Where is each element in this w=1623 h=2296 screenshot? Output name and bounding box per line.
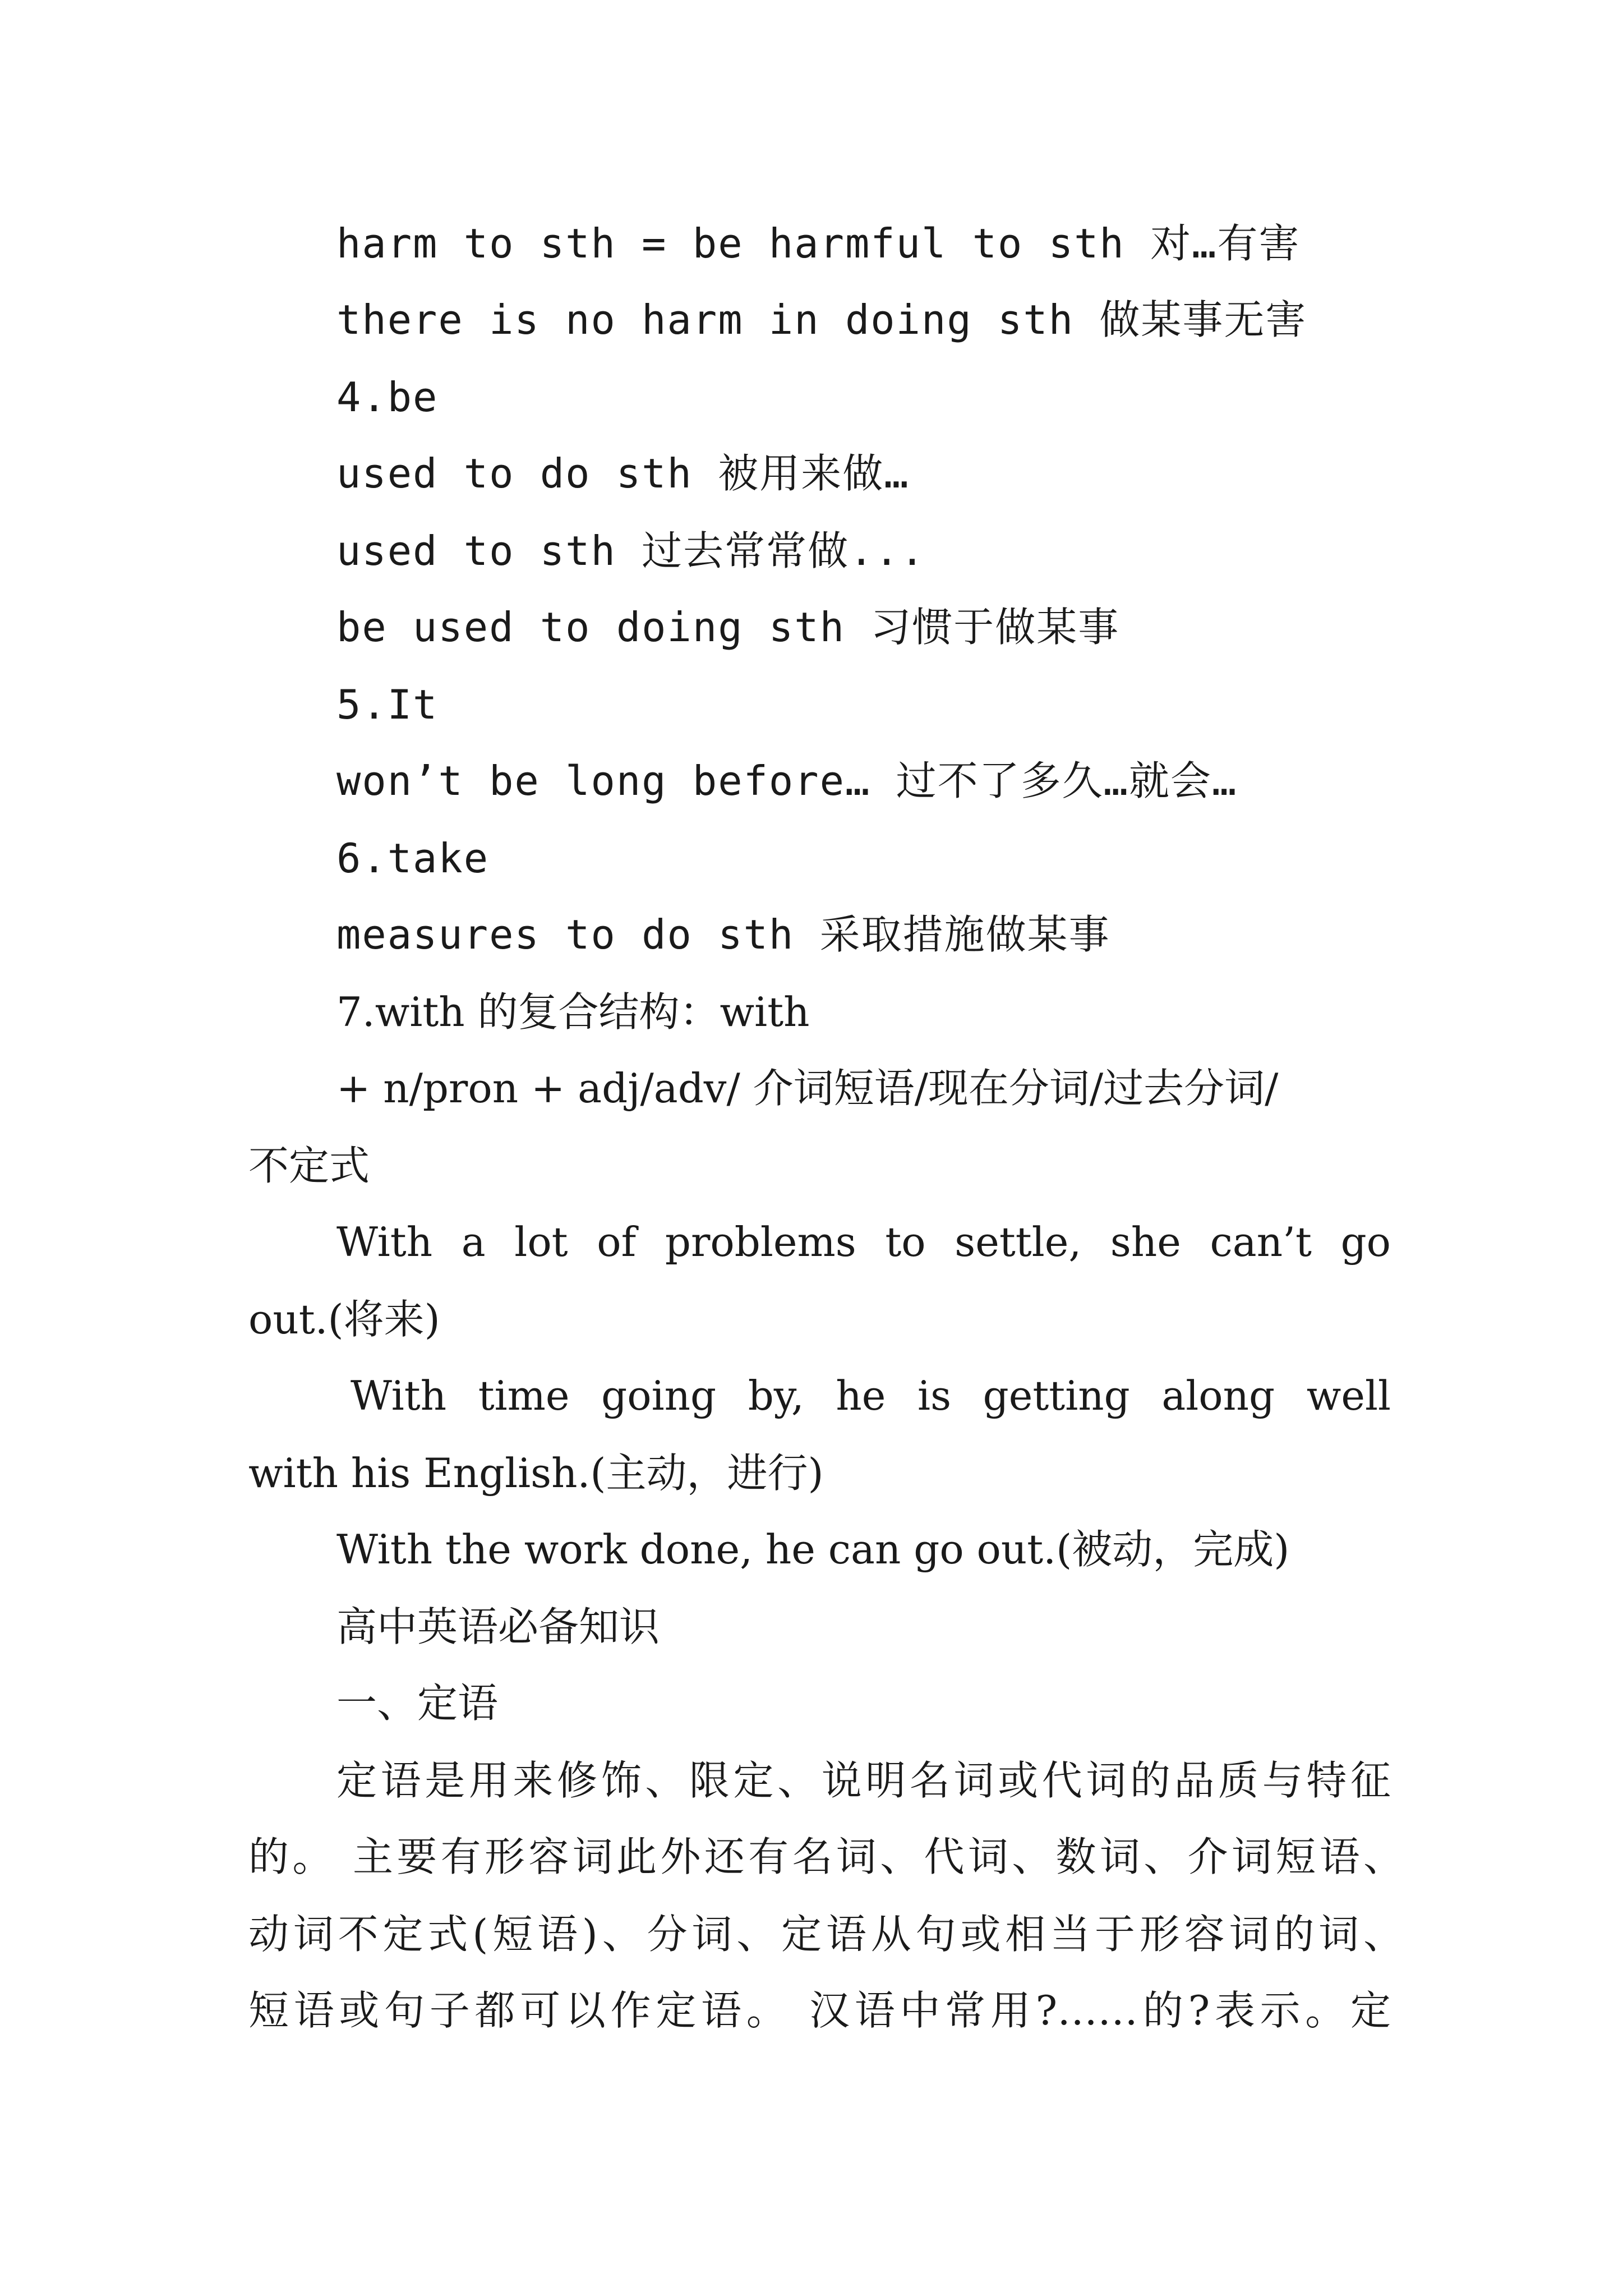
text-line-13: 不定式 <box>248 1142 370 1189</box>
text-line-2: there is no harm in doing sth 做某事无害 <box>336 296 1307 343</box>
text-line-18: With the work done, he can go out.(被动，完成) <box>336 1526 1290 1573</box>
text-line-14: With a lot of problems to settle, she can’t go <box>336 1218 1391 1266</box>
text-line-10: measures to do sth 采取措施做某事 <box>336 911 1110 958</box>
text-line-21: 定语是用来修饰、限定、说明名词或代词的品质与特征 <box>336 1757 1391 1804</box>
text-line-22: 的。 主要有形容词此外还有名词、代词、数词、介词短语、 <box>248 1833 1404 1880</box>
text-line-24: 短语或句子都可以作定语。 汉语中常用?……的?表示。定 <box>248 1987 1391 2034</box>
text-line-23: 动词不定式(短语)、分词、定语从句或相当于形容词的词、 <box>248 1911 1404 1958</box>
text-line-12: + n/pron + adj/adv/ 介词短语/现在分词/过去分词/ <box>336 1065 1279 1112</box>
text-line-5: used to sth 过去常常做... <box>336 527 926 574</box>
text-line-1: harm to sth = be harmful to sth 对…有害 <box>336 220 1301 267</box>
text-line-16: With time going by, he is getting along well <box>351 1372 1391 1419</box>
text-line-3: 4.be <box>336 374 439 421</box>
text-line-15: out.(将来) <box>248 1296 440 1343</box>
text-line-8: won’t be long before… 过不了多久…就会… <box>336 757 1238 804</box>
text-line-4: used to do sth 被用来做… <box>336 450 910 497</box>
text-line-7: 5.It <box>336 681 439 728</box>
text-line-9: 6.take <box>336 835 490 882</box>
text-line-19: 高中英语必备知识 <box>336 1603 660 1650</box>
text-line-6: be used to doing sth 习惯于做某事 <box>336 604 1120 651</box>
text-line-20: 一、定语 <box>336 1680 499 1727</box>
text-line-17: with his English.(主动，进行) <box>248 1450 824 1497</box>
text-line-11: 7.with 的复合结构：with <box>336 988 810 1036</box>
